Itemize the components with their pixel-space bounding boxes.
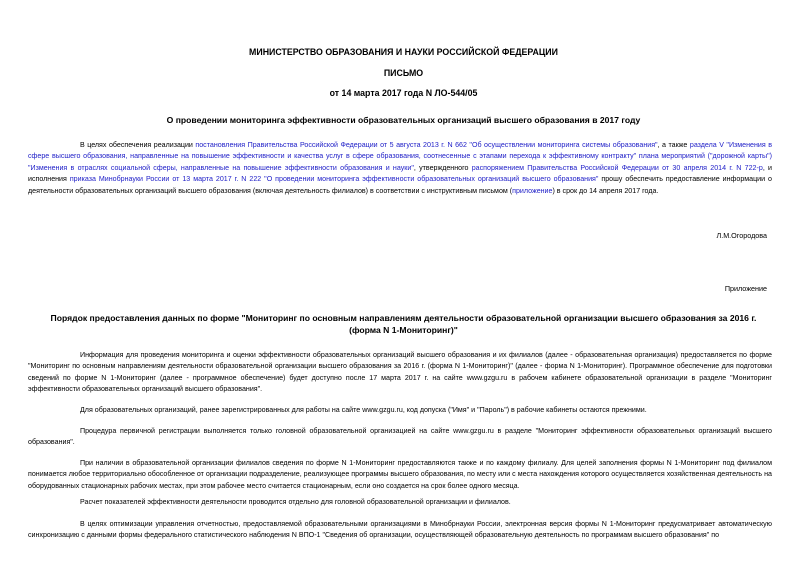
intro-text-d: , и исполнения — [28, 163, 773, 184]
intro-text-b: , а также — [657, 141, 690, 149]
body-paragraph-6 — [28, 519, 772, 542]
body-paragraph-5 — [28, 497, 772, 508]
link-ministry-order-222[interactable]: приказа Минобрнауки России от 13 марта 2017 г. N 222 "О проведении мониторинга эффективности образовательных организаций высшего образования" — [69, 175, 599, 184]
link-roadmap-section-v[interactable]: раздела V "Изменения в сфере высшего образования, направленные на повышение эффективности и качества услуг в сфере образования, соотнесенные с этапами перехода к эффективному контракту" плана мероприятий ("дорожной карты") "Изменения в отраслях социальной сферы, направленные на повышение эффективности образования и науки" — [28, 141, 772, 172]
appendix-title-line2: (форма N 1-Мониторинг)" — [349, 324, 458, 335]
body-paragraph-2 — [28, 405, 772, 416]
link-government-decree-662[interactable]: постановления Правительства Российской Федерации от 5 августа 2013 г. N 662 "Об осуществлении мониторинга системы образования" — [195, 141, 658, 149]
intro-text-c: , утвержденного — [413, 163, 472, 172]
intro-paragraph — [28, 140, 772, 197]
appendix-label: Приложение — [724, 284, 767, 293]
document-type: ПИСЬМО — [383, 68, 424, 78]
body-text-4: При наличии в образовательной организации филиалов сведения по форме N 1-Мониторинг предоставляются также и по каждому филиалу. Для целей заполнения формы N 1-Мониторинг под филиалом понимается любое территориально обособленное от организации подразделение, реализующее программы высшего образования, по месту или с места нахождения которого осуществляется хозяйственная деятельность на оборудованных стационарных рабочих местах, при этом рабочее место считается стационарным, если оно создается на срок более одного месяца. — [28, 459, 772, 490]
intro-text-a: В целях обеспечения реализации — [80, 141, 196, 149]
link-appendix[interactable]: приложение — [512, 186, 553, 195]
intro-text-f: ) в срок до 14 апреля 2017 года. — [552, 186, 659, 195]
body-text-1: Информация для проведения мониторинга и оценки эффективности образовательных организаций высшего образования и их филиалов (далее - образовательная организация) предоставляется по форме "Мониторинг по основным направлениям деятельности образовательной организации высшего образования за 2016 г. (форма N 1-Мониторинг)" (далее - форма N 1-Мониторинг). Программное обеспечение для подготовки сведений по форме N 1-Мониторинг (далее - программное обеспечение) будет доступно после 17 марта 2017 г. на сайте www.gzgu.ru в рабочем кабинете образовательной организации в разделе "Мониторинг эффективности образовательных организаций высшего образования". — [28, 351, 772, 394]
appendix-title-line1: Порядок предоставления данных по форме "Мониторинг по основным направлениям деятельности образовательной организации высшего образования за 2016 г. — [50, 313, 757, 323]
body-text-6: В целях оптимизации управления отчетностью, предоставляемой образовательными организациями в Минобрнауки России, электронная версия формы N 1-Мониторинг предусматривает автоматическую синхронизацию с данными формы федерального статистического наблюдения N ВПО-1 "Сведения об организации, осуществляющей образовательную деятельность по программам высшего образования" по — [28, 520, 772, 540]
document-subject: О проведении мониторинга эффективности образовательных организаций высшего образования в 2017 году — [166, 115, 641, 125]
body-text-2: Для образовательных организаций, ранее зарегистрированных для работы на сайте www.gzgu.ru, код допуска ("Имя" и "Пароль") в рабочие кабинеты остаются прежними. — [80, 406, 647, 414]
intro-text-e: прошу обеспечить предоставление информации о деятельности образовательных организаций высшего образования (включая деятельность филиалов) в соответствии с инструктивным письмом ( — [28, 175, 772, 195]
body-text-3: Процедура первичной регистрации выполняется только головной образовательной организацией на сайте www.gzgu.ru в разделе "Мониторинг эффективности образовательных организаций высшего образования". — [28, 427, 772, 447]
document-date: от 14 марта 2017 года N ЛО-544/05 — [329, 88, 478, 98]
link-government-order-722r[interactable]: распоряжением Правительства Российской Федерации от 30 апреля 2014 г. N 722-р — [471, 163, 763, 172]
body-paragraph-4 — [28, 458, 772, 492]
body-text-5: Расчет показателей эффективности деятельности проводится отдельно для головной образовательной организации и филиалов. — [80, 498, 511, 506]
signature: Л.М.Огородова — [716, 231, 767, 240]
appendix-title — [0, 313, 807, 336]
body-paragraph-3 — [28, 426, 772, 449]
ministry-title: МИНИСТЕРСТВО ОБРАЗОВАНИЯ И НАУКИ РОССИЙСКОЙ ФЕДЕРАЦИИ — [249, 47, 558, 57]
body-paragraph-1 — [28, 350, 772, 396]
